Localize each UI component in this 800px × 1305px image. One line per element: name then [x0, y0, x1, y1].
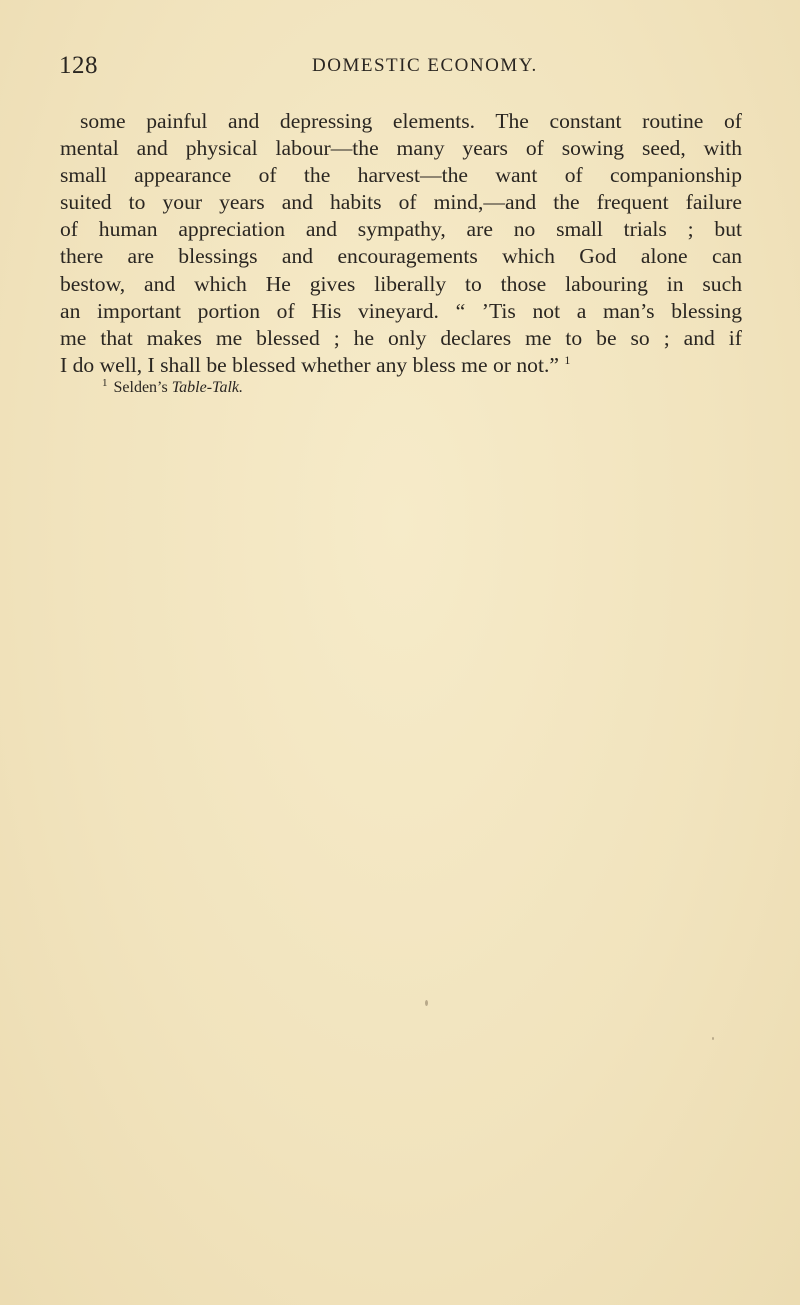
text-line: there are blessings and encouragements which God alone can [60, 244, 742, 269]
footnote [102, 376, 243, 397]
text-line: an important portion of His vineyard. “ ’Tis not a man’s blessing [60, 298, 742, 323]
text-line-last [60, 352, 742, 379]
running-head: DOMESTIC ECONOMY. [312, 55, 538, 76]
page-number: 128 [59, 52, 98, 79]
text-line: mental and physical labour—the many years of sowing seed, with [60, 136, 742, 161]
page-header [59, 52, 740, 84]
paper-speck [712, 1037, 714, 1040]
text-line: me that makes me blessed ; he only declares me to be so ; and if [60, 325, 742, 350]
footnote-title: Table-Talk. [171, 379, 243, 396]
paper-speck [425, 1000, 428, 1006]
text-line: some painful and depressing elements. The constant routine of [80, 109, 742, 133]
footnote-author: Selden’s [113, 379, 168, 396]
text-line: I do well, I shall be blessed whether any bless me or not.” [60, 352, 559, 377]
footnote-mark: 1 [102, 376, 108, 389]
text-line: small appearance of the harvest—the want of companionship [60, 163, 742, 188]
text-line: of human appreciation and sympathy, are no small trials ; but [60, 217, 742, 242]
text-line: bestow, and which He gives liberally to those labouring in such [60, 271, 742, 296]
footnote-reference: 1 [564, 352, 571, 367]
body-paragraph [60, 108, 742, 379]
text-line: suited to your years and habits of mind,—and the frequent failure [60, 190, 742, 215]
